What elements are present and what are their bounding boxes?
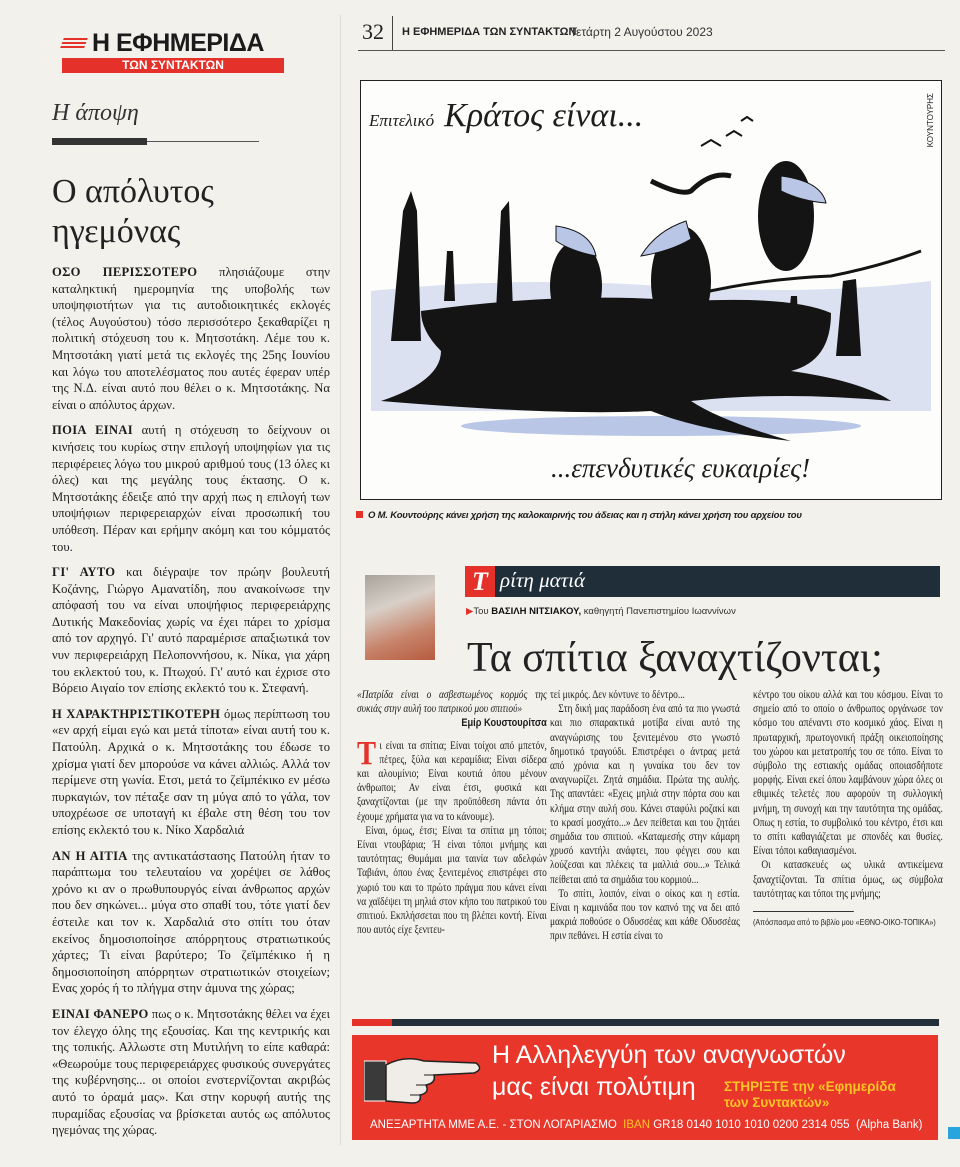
epigraph-author: Εμίρ Κουστουρίτσα [461, 717, 547, 730]
paragraph [52, 1006, 330, 1139]
byline-prefix: Του [473, 606, 492, 617]
cartoon-signature: ΚΟΥΝΤΟΥΡΗΣ [926, 93, 935, 148]
header-date: Τετάρτη 2 Αυγούστου 2023 [570, 25, 713, 39]
paragraph-lead: ΕΙΝΑΙ ΦΑΝΕΡΟ [52, 1006, 149, 1021]
section-bar [52, 138, 147, 145]
cartoon-top-text [369, 97, 643, 135]
epigraph: «Πατρίδα είναι ο ασβεστωμένος κορμός της συκιάς στην αυλή του πατρικού μου σπιτιού» [357, 689, 547, 716]
paragraph [52, 264, 330, 413]
paragraph: Είναι, όμως, έτσι; Είναι τα σπίτια μη τόποι; Είναι ντουβάρια; Ή είναι τόποι μνήμης και ταυτότητας; Θυμάμαι μια ταινία των αδελφών Ταβιάνι, όπου ένας ξενιτεμένος επιστρέφει στο χωριό του και το πρώτο πράγμα που κάνει είναι να χαϊδέψει τη μηλιά στον κήπο του πατρικού του σπιτιού. Εκπλήσσεται που τη βλέπει κοντή. Είναι που αυτός είχε ξενιτευ- [357, 824, 547, 937]
ad-bank-details [370, 1119, 922, 1131]
section-label: Η άποψη [52, 100, 139, 126]
ad-headline-1: Η Αλληλεγγύη των αναγνωστών [492, 1041, 846, 1069]
header-paper-name: Η ΕΦΗΜΕΡΙΔΑ ΤΩΝ ΣΥΝΤΑΚΤΩΝ [402, 26, 577, 38]
iban-number: GR18 0140 1010 1010 0200 2314 055 [653, 1119, 850, 1131]
cartoon-top-big: Κράτος είναι... [444, 97, 644, 134]
ad-support-text: ΣΤΗΡΙΞΤΕ την «Εφημερίδα των Συντακτών» [724, 1079, 896, 1110]
paragraph [52, 706, 330, 839]
note-rule [753, 911, 854, 912]
paragraph-lead: Η ΧΑΡΑΚΤΗΡΙΣΤΙΚΟΤΕΡΗ [52, 706, 221, 721]
triangle-bullet-icon: ▶ [466, 606, 474, 617]
author-photo [365, 575, 435, 660]
cartoon-drawing [361, 81, 941, 499]
opinion-body [52, 264, 330, 1148]
paragraph-text: αυτή η στόχευση το δείχνουν οι κινήσεις του κυρίως στην επιλογή υποψηφίων για τις περιφέρειες λόγω του μικρού αριθμού τους (13 όλες κι όλες) και της μεγάλης τους έκτασης. Ο κ. Μητσοτάκης έδειξε από την αρχή πως η επιλογή των υποψήφιων περιφερειαρχών είναι προσωπική του υπόθεση. Πέραν και ερήμην ακόμη και του κόμματός του. [52, 423, 330, 554]
paragraph-lead: ΓΙ' ΑΥΤΟ [52, 565, 116, 580]
paragraph: τεί μικρός. Δεν κόντυνε το δέντρο... [550, 689, 685, 701]
article-column-2 [550, 688, 740, 944]
masthead-title: Η ΕΦΗΜΕΡΙΔΑ [92, 29, 264, 57]
section-rule [147, 141, 259, 142]
paragraph-lead: ΠΟΙΑ ΕΙΝΑΙ [52, 423, 133, 438]
bank-name: (Alpha Bank) [855, 1119, 923, 1131]
source-note: (Απόσπασμα από το βιβλίο μου «ΕΘΝΟ-ΟΙΚΟ-ΤΟΠΙΚΑ») [753, 917, 936, 928]
paragraph: Οι κατασκευές ως υλικά αντικείμενα ξαναχτίζονται. Τα σπίτια όμως, ως σύμβολα ταυτότητας και τόποι της μνήμης; [753, 859, 943, 900]
cartoon-caption [356, 510, 802, 521]
paragraph: Το σπίτι, λοιπόν, είναι ο οίκος και η εστία. Είναι η καμινάδα που τον καπνό της να δει από μακριά ποθούσε ο Οδυσσέας και κάθε Οδυσσέας πριν πεθάνει. Η εστία είναι το [550, 887, 740, 943]
article-column-3 [753, 688, 943, 928]
byline-author: ΒΑΣΙΛΗ ΝΙΤΣΙΑΚΟΥ, [491, 606, 582, 617]
paragraph: Στη δική μας παράδοση ένα από τα πιο γνωστά και πιο σπαρακτικά μοτίβα είναι αυτό της αναγνώρισης του ξενιτεμένου στο γνωστό δημοτικό τραγούδι. Επιστρέφει ο άντρας μετά από χρόνια και η γυναίκα του δεν τον αναγνωρίζει. Ζητά σημάδια. Πρώτα της αυλής. Της απαντάει: «Εχεις μηλιά στην πόρτα σου και κλήμα στην αυλή σου. Κάνει σταφύλι ροζακί και το κρασί μοσχάτο...» Δεν πείθεται και του ζητάει σημάδια του σπιτιού. «Καταμεσής στην κάμαρη χρυσό καντήλι ανάφτει, που φέγγει σου και λούζεσαι και πλέκεις τα μαλλιά σου...» Τελικά πείθεται από τα σημάδια του κορμιού... [550, 703, 740, 886]
pointing-hand-icon [364, 1047, 484, 1112]
cartoon-top-small: Επιτελικό [369, 111, 435, 130]
paragraph-lead: ΟΣΟ ΠΕΡΙΣΣΟΤΕΡΟ [52, 265, 198, 279]
masthead-subtitle: ΤΩΝ ΣΥΝΤΑΚΤΩΝ [62, 58, 284, 73]
ad-headline-2: μας είναι πολύτιμη [492, 1073, 696, 1101]
header-divider [392, 16, 393, 50]
paragraph-text: όμως περίπτωση του «εν αρχή είμαι εγώ και μετά τίποτα» είναι αυτή του κ. Πατούλη. Αρχικά ο κ. Μητσοτάκης του έδωσε το χρίσμα γιατί δεν μπορούσε να κάνει αλλιώς. Αλλά τον περίμενε στη γωνία. Ετσι, μετά το ζεϊμπέκικο εν μέσω πυρκαγιών, τον πέταξε σαν τη μύγα από το γάλα, τον υποχρέωσε σε υποταγή κι έβαλε στη θέση του τον επίσης εκλεκτό του κ. Νίκο Χαρδαλιά [52, 706, 330, 837]
iban-label: IBAN [623, 1119, 651, 1131]
masthead-logo [62, 29, 284, 73]
paragraph-text: της αντικατάστασης Πατούλη ήταν το παράπτωμα του τελευταίου να χορέψει σε λάθος χρόνο κι αν ο πρωθυπουργός είναι άνθρωπος αρχών που δεν σηκώνει... μύγα στο σπαθί του, τότε γιατί δεν έστειλε και τον κ. Χαρδαλιά στο σπίτι του όταν εκείνος δημοσιοποίησε απόρρητους στρατιωτικούς χάρτες; Τι είναι βαρύτερο; Το ζεϊμπέκικο ή η δημοσιοποίηση απόρρητων στρατιωτικών στοιχείων; Ενας χορός ή το πλήγμα στην άμυνα της χώρας; [52, 848, 330, 996]
byline [466, 606, 736, 617]
separator-red [352, 1019, 392, 1026]
article-column-1 [357, 688, 547, 937]
paragraph-text: πλησιάζουμε στην καταληκτική ημερομηνία της υποβολής των υποψηφιοτήτων για τις αυτοδιοικητικές εκλογές (τέλος Αυγούστου) τόσο περισσότερο ξεκαθαρίζει η πολιτική στόχευση του κ. Μητσοτάκη. Λέμε του κ. Μητσοτάκη γιατί μετά τις εκλογές της 25ης Ιουνίου και λόγω του αποτελέσματος που αυτές έφεραν υπέρ της Ν.Δ. είναι αυτό που θέλει ο κ. Μητσοτάκης. Να είναι ο απόλυτος άρχων. [52, 265, 330, 412]
square-bullet-icon [356, 511, 363, 518]
paragraph-text: ι είναι τα σπίτια; Είναι τοίχοι από μπετόν, πέτρες, ξύλα και κεραμίδια; Είναι σίδερα και αλουμίνιο; Είναι κουτιά όπου μένουν άνθρωποι; Αν είναι έτσι, φυσικά και ξαναχτίζονται (με την προϋπόθεση πάντα ότι έχουμε χρήματα για να το κάνουμε). [357, 739, 547, 823]
cartoon-bottom-text: ...επενδυτικές ευκαιρίες! [551, 453, 811, 483]
paragraph-lead: ΑΝ Η ΑΙΤΙΑ [52, 848, 128, 863]
opinion-title: Ο απόλυτος ηγεμόνας [52, 173, 214, 250]
drop-cap: Τ [357, 734, 377, 772]
paragraph [52, 564, 330, 697]
separator-dark [392, 1019, 939, 1026]
paragraph [52, 848, 330, 997]
cartoon [360, 80, 942, 500]
paragraph [357, 734, 547, 824]
speed-lines-icon [60, 38, 88, 48]
paragraph [52, 422, 330, 555]
paragraph-text: και διέγραψε τον πρώην βουλευτή Κοζάνης, Γιώργο Αμανατίδη, που ανακοίνωσε την απόφασή του να είναι υποψήφιος περιφερειάρχης Δυτικής Μακεδονίας χωρίς να έχει πάρει το χρίσμα από τον αρχηγό. Γι' αυτό παραμέρισε απαξιωτικά τον νυν περιφερειάρχη Πελοποννήσου, κ. Νίκα, για χάρη του εκλεκτού του, κ. Πτωχού. Γι' αυτό και έχρισε στο Βόρειο Αιγαίο τον επίσης εκλεκτό του κ. Στεφανή. [52, 565, 330, 696]
bank-prefix: ΑΝΕΞΑΡΤΗΤΑ ΜΜΕ Α.Ε. - ΣΤΟΝ ΛΟΓΑΡΙΑΣΜΟ [370, 1119, 617, 1131]
page-number: 32 [362, 19, 384, 44]
column-banner-label: ρίτη ματιά [500, 568, 586, 592]
solidarity-ad[interactable] [352, 1035, 938, 1140]
paragraph: κέντρο του οίκου αλλά και του κόσμου. Είναι το σημείο από το οποίο ο άνθρωπος οργάνωσε τον κόσμο του απέναντι στο κοσμικό χάος. Είναι η πρωταρχική, πρωτογονική πράξη οικειοποίησης του χώρου και μετατροπής του σε τόπο. Είναι το σύμβολο της εστιακής ομάδας οποιασδήποτε μορφής. Είναι εκεί όπου λαμβάνουν χώρα όλες οι εθιμικές τελετές που αφορούν τη συλλογική μνήμη, τη συνοχή και την ταυτότητα της ομάδας. Οπως η εστία, το συμβολικό του κέντρο, έτσι και το σπίτι καθαγιάζεται με σπονδές και θυσίες. Είναι τόποι καθαγιασμένοι. [753, 689, 943, 858]
column-banner-initial: Τ [465, 566, 495, 597]
column-divider [340, 15, 341, 1145]
corner-marker [948, 1127, 960, 1139]
paragraph-text: πως ο κ. Μητσοτάκης θέλει να έχει τον έλεγχο όλης της εξουσίας. Και της κεντρικής και της τοπικής. Αλλωστε στη Μυτιλήνη το είπε καθαρά: «Θεωρούμε τους περιφερειάρχες φυσικούς συνεργάτες της κυβέρνησης... οι οποίοι ενστερνίζονται ακριβώς αυτό το όραμά μας». Και στην κορυφή αυτής της πυραμίδας εξουσίας να βρίσκεται αυτός ως απόλυτος ηγεμόνας της χώρας. [52, 1006, 330, 1138]
header-rule [358, 50, 945, 51]
article-title: Τα σπίτια ξαναχτίζονται; [467, 635, 883, 681]
byline-role: καθηγητή Πανεπιστημίου Ιωαννίνων [581, 606, 736, 617]
caption-text: Ο Μ. Κουντούρης κάνει χρήση της καλοκαιρινής του άδειας και η στήλη κάνει χρήση του αρχείου του [368, 510, 802, 521]
